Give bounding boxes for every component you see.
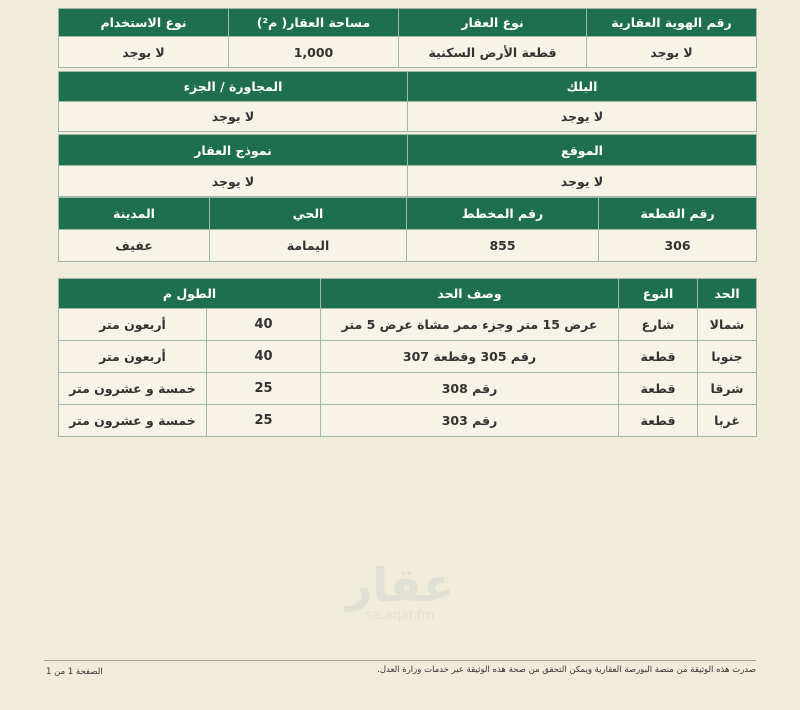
value-property-id: لا يوجد [587,37,757,68]
boundary-description: عرض 15 متر وجزء ممر مشاة عرض 5 متر [321,309,619,341]
block-info-table [58,71,757,132]
boundary-side: غربا [698,405,757,437]
value-location: لا يوجد [408,166,757,197]
value-property-type: قطعة الأرض السكنية [399,37,587,68]
value-neighborhood-part: لا يوجد [59,102,408,132]
table-row [59,405,757,437]
boundary-type: قطعة [619,405,698,437]
boundaries-table [58,278,757,437]
boundary-length-words: أربعون متر [59,341,207,373]
header-neighborhood-part: المجاورة / الجزء [59,72,408,102]
footer-note: صدرت هذه الوثيقة من منصة البورصة العقارية ويمكن التحقق من صحة هذه الوثيقة عبر خدمات وزارة العدل. [377,665,756,675]
header-boundary-description: وصف الحد [321,279,619,309]
header-property-model: نموذج العقار [59,135,408,166]
boundary-type: شارع [619,309,698,341]
boundary-length: 25 [207,405,321,437]
boundary-length: 40 [207,341,321,373]
property-info-table [58,8,757,68]
boundary-description: رقم 303 [321,405,619,437]
value-property-area: 1,000 [229,37,399,68]
boundary-length-words: خمسة و عشرون متر [59,405,207,437]
boundary-length-words: أربعون متر [59,309,207,341]
footer-divider [44,660,756,661]
header-boundary: الحد [698,279,757,309]
boundary-type: قطعة [619,341,698,373]
header-district: الحي [210,198,407,230]
header-block: البلك [408,72,757,102]
value-property-model: لا يوجد [59,166,408,197]
boundary-length: 40 [207,309,321,341]
table-row [59,373,757,405]
boundary-description: رقم 305 وقطعة 307 [321,341,619,373]
header-location: الموقع [408,135,757,166]
value-usage-type: لا يوجد [59,37,229,68]
plot-info-table [58,197,757,262]
value-city: عفيف [59,230,210,262]
boundary-length: 25 [207,373,321,405]
watermark-url: sa.aqar.fm [365,608,435,623]
header-boundary-type: النوع [619,279,698,309]
header-usage-type: نوع الاستخدام [59,9,229,37]
table-row [59,309,757,341]
location-info-table [58,134,757,197]
header-property-area: مساحة العقار( م²) [229,9,399,37]
value-district: اليمامة [210,230,407,262]
value-block: لا يوجد [408,102,757,132]
header-plan-number: رقم المخطط [407,198,599,230]
aqar-watermark [340,560,460,623]
header-property-id: رقم الهوية العقارية [587,9,757,37]
boundary-side: جنوبا [698,341,757,373]
boundary-side: شرقا [698,373,757,405]
watermark-logo: عقار [345,558,455,612]
boundary-description: رقم 308 [321,373,619,405]
boundary-side: شمالا [698,309,757,341]
header-plot-number: رقم القطعة [599,198,757,230]
boundary-type: قطعة [619,373,698,405]
value-plan-number: 855 [407,230,599,262]
header-property-type: نوع العقار [399,9,587,37]
header-city: المدينة [59,198,210,230]
header-length: الطول م [59,279,321,309]
page-number: الصفحة 1 من 1 [46,667,103,677]
table-row [59,341,757,373]
value-plot-number: 306 [599,230,757,262]
boundary-length-words: خمسة و عشرون متر [59,373,207,405]
